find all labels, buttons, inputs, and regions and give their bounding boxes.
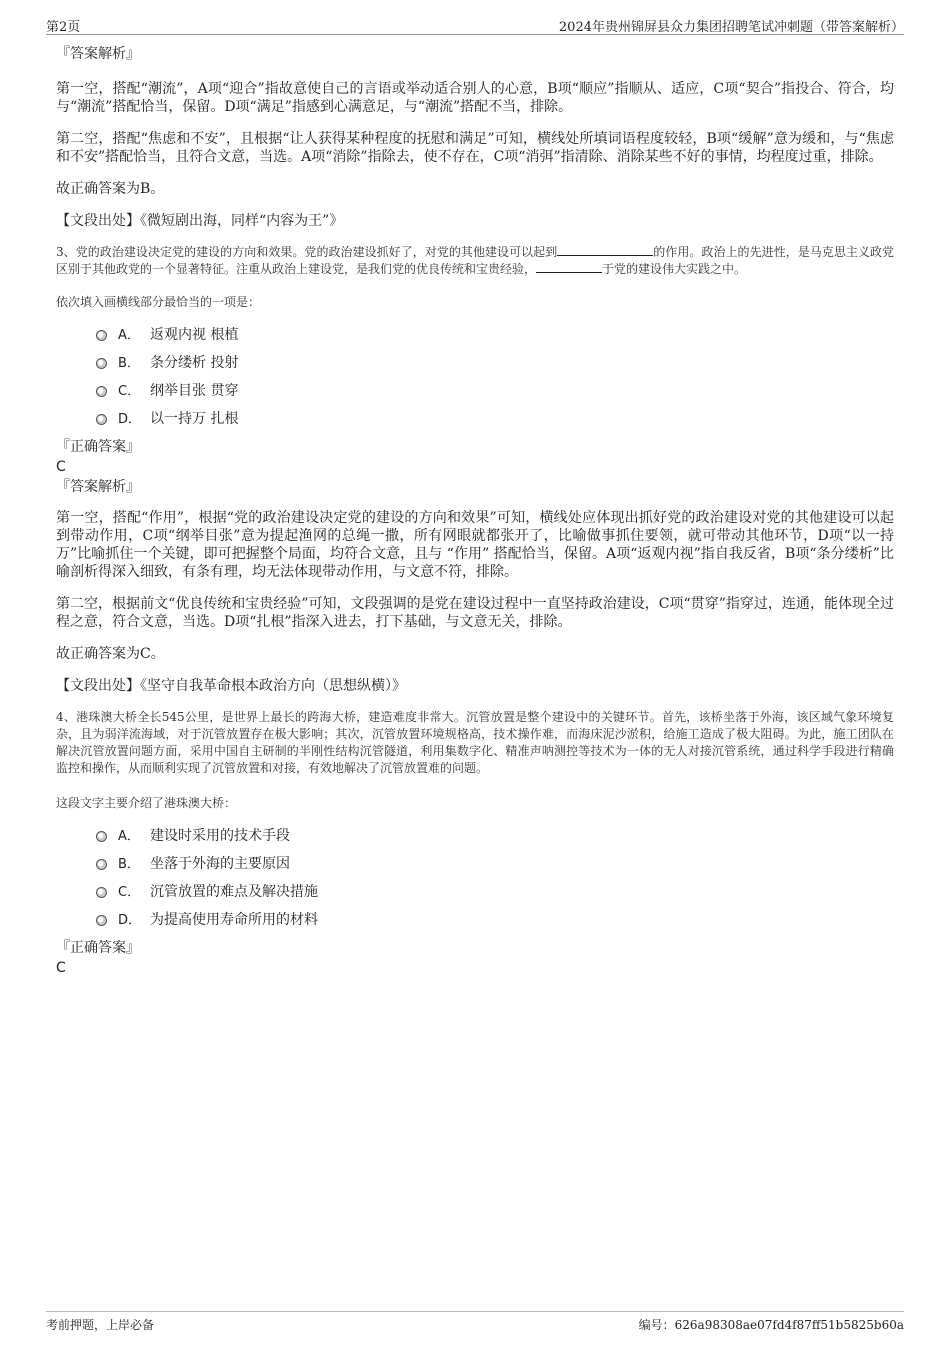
radio-icon[interactable] bbox=[96, 358, 107, 369]
radio-icon[interactable] bbox=[96, 887, 107, 898]
document-body bbox=[56, 44, 894, 978]
question-3-options bbox=[56, 321, 894, 433]
correct-answer-label: 『正确答案』 bbox=[56, 940, 140, 956]
option-d[interactable]: D． 为提高使用寿命所用的材料 bbox=[96, 906, 894, 934]
question-4-prompt: 这段文字主要介绍了港珠澳大桥： bbox=[56, 796, 237, 810]
question-4-stem: 4、港珠澳大桥全长545公里，是世界上最长的跨海大桥，建造难度非常大。沉管放置是整个建设中的关键环节。首先，该桥坐落于外海，该区域气象环境复杂，且为弱洋流海域，对于沉管放置存在极大影响；其次，沉管放置环境规格高，技术操作难，而海床泥沙淤积，给施工造成了极大阻碍。为此，施工团队在解决沉管放置问题方面，采用中国自主研制的半刚性结构沉管隧道，利用集数字化、精准声呐测控等技术为一体的无人对接沉管系统，通过科学手段进行精确监控和操作，从而顺利实现了沉管放置和对接，有效地解决了沉管放置难的问题。 bbox=[56, 710, 894, 775]
radio-icon[interactable] bbox=[96, 330, 107, 341]
document-code: 编号：626a98308ae07fd4f87ff51b5825b60a bbox=[638, 1318, 904, 1332]
correct-answer: C bbox=[56, 459, 66, 475]
fill-blank bbox=[536, 261, 602, 273]
answer-conclusion: 故正确答案为B。 bbox=[56, 181, 165, 197]
analysis-paragraph: 第二空，搭配“焦虑和不安”，且根据“让人获得某种程度的抚慰和满足”可知，横线处所填词语程度较轻，B项“缓解”意为缓和，与“焦虑和不安”搭配恰当，且符合文意，当选。A项“消除”指除去，使不存在，C项“消弭”指清除、消除某些不好的事情，均程度过重，排除。 bbox=[56, 131, 894, 165]
option-b[interactable]: B． 条分缕析 投射 bbox=[96, 349, 894, 377]
question-3-prompt: 依次填入画横线部分最恰当的一项是： bbox=[56, 295, 261, 309]
answer-conclusion: 故正确答案为C。 bbox=[56, 646, 165, 662]
option-d[interactable]: D． 以一持万 扎根 bbox=[96, 405, 894, 433]
option-a[interactable]: A． 返观内视 根植 bbox=[96, 321, 894, 349]
page-header bbox=[46, 14, 904, 35]
page-number: 第2页 bbox=[46, 20, 81, 35]
radio-icon[interactable] bbox=[96, 414, 107, 425]
analysis-paragraph: 第一空，搭配“潮流”，A项“迎合”指故意使自己的言语或举动适合别人的心意，B项“顺应”指顺从、适应，C项“契合”指投合、符合，均与“潮流”搭配恰当，保留。D项“满足”指感到心满意足，与“潮流”搭配不当，排除。 bbox=[56, 81, 894, 115]
footer-slogan: 考前押题，上岸必备 bbox=[46, 1318, 155, 1332]
radio-icon[interactable] bbox=[96, 915, 107, 926]
analysis-label: 『答案解析』 bbox=[56, 46, 140, 62]
option-a[interactable]: A． 建设时采用的技术手段 bbox=[96, 822, 894, 850]
page-footer bbox=[46, 1311, 904, 1334]
option-c[interactable]: C． 沉管放置的难点及解决措施 bbox=[96, 878, 894, 906]
correct-answer: C bbox=[56, 960, 66, 976]
source-citation: 【文段出处】《坚守自我革命根本政治方向（思想纵横）》 bbox=[56, 678, 406, 694]
radio-icon[interactable] bbox=[96, 831, 107, 842]
question-3-stem: 3、党的政治建设决定党的建设的方向和效果。党的政治建设抓好了，对党的其他建设可以起到 的作用。政治上的先进性，是马克思主义政党区别于其他政党的一个显著特征。注重从政治上建设党，是我们党的优良传统和宝贵经验， 于党的建设伟大实践之中。 bbox=[56, 245, 894, 276]
document-title: 2024年贵州锦屏县众力集团招聘笔试冲刺题（带答案解析） bbox=[558, 20, 904, 35]
option-b[interactable]: B． 坐落于外海的主要原因 bbox=[96, 850, 894, 878]
question-4-options bbox=[56, 822, 894, 934]
option-c[interactable]: C． 纲举目张 贯穿 bbox=[96, 377, 894, 405]
correct-answer-label: 『正确答案』 bbox=[56, 439, 140, 455]
radio-icon[interactable] bbox=[96, 859, 107, 870]
analysis-paragraph: 第二空，根据前文“优良传统和宝贵经验”可知，文段强调的是党在建设过程中一直坚持政治建设，C项“贯穿”指穿过，连通，能体现全过程之意，符合文意，当选。D项“扎根”指深入进去，打下基础，与文意无关，排除。 bbox=[56, 596, 894, 630]
fill-blank bbox=[557, 244, 653, 256]
radio-icon[interactable] bbox=[96, 386, 107, 397]
source-citation: 【文段出处】《微短剧出海，同样“内容为王”》 bbox=[56, 213, 344, 229]
analysis-label: 『答案解析』 bbox=[56, 479, 140, 495]
analysis-paragraph: 第一空，搭配“作用”，根据“党的政治建设决定党的建设的方向和效果”可知，横线处应体现出抓好党的政治建设对党的其他建设可以起到带动作用，C项“纲举目张”意为提起渔网的总绳一撒，所有网眼就都张开了，比喻做事抓住要领，就可带动其他环节，D项“以一持万”比喻抓住一个关键，即可把握整个局面，均符合文意，且与 “作用” 搭配恰当，保留。A项“返观内视”指自我反省，B项“条分缕析”比喻剖析得深入细致，有条有理，均无法体现带动作用，与文意不符，排除。 bbox=[56, 510, 894, 580]
